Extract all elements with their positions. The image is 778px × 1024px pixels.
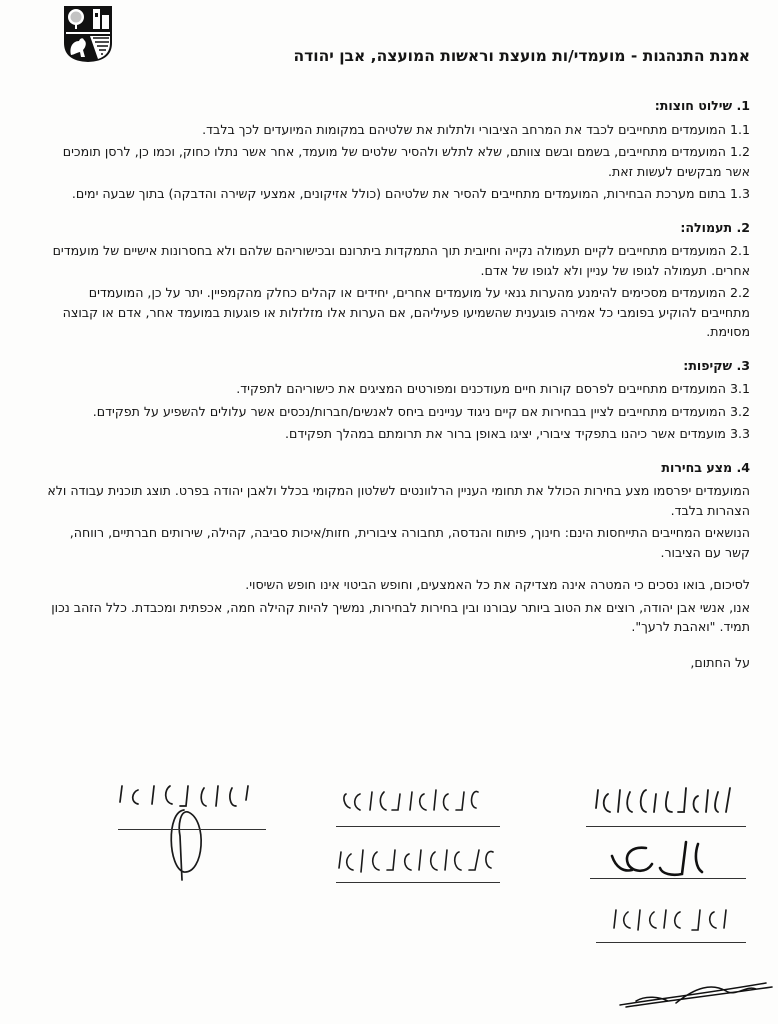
section-heading-platform: 4. מצע בחירות bbox=[661, 459, 750, 475]
signature-line bbox=[118, 829, 266, 830]
signature-avraham-kronenfeld-1 bbox=[338, 784, 488, 820]
signature-limor-gil-shani bbox=[590, 782, 740, 822]
clause-3-1: 3.1 המועמדים מתחייבים לפרסם קורות חיים מעודכנים ומפורטים המציגים את כישוריהם לתפקיד. bbox=[236, 381, 750, 396]
clause-2-1: 2.1 המועמדים מתחייבים לקיים תעמולה נקייה וחיובית תוך התמקדות ביתרונם ובכישוריהם שלהם ולא בחסרונות אישיים של מועמדים אחרים. תעמולה לגופו של עניין ולא לגופו של אדם. bbox=[52, 243, 750, 278]
clause-2-2: 2.2 המועמדים מסכימים להימנע מהערות גנאי על מועמדים אחרים, יחידים או קהלים כחלק מהקמפיין. יתר על כן, המועמדים מתחייבים להוקיע בפומבי כל אמירה פוגענית שהשמיעו פעיליהם, אם הערות אלו מזלזלות או פוגעות במועמד אחר, אדם או קבוצה מסוימת. bbox=[62, 285, 750, 339]
signature-line bbox=[590, 878, 746, 879]
platform-paragraph: המועמדים יפרסמו מצע בחירות הכולל את תחומי העניין הרלוונטים לשלטון המקומי בכלל ולאבן יהודה בפרט. תוצג תוכנית עבודה ולא הצהרות בלבד. bbox=[47, 483, 750, 518]
section-heading-campaign: 2. תעמולה: bbox=[680, 219, 750, 235]
signature-avi-harari bbox=[108, 776, 258, 886]
clause-1-1: 1.1 המועמדים מתחייבים לכבד את המרחב הציבורי ולתלות את שלטיהם במקומות המיועדים לכך בלבד. bbox=[202, 121, 750, 137]
signoff-label: על החתום, bbox=[690, 654, 750, 670]
document-title: אמנת התנהגות - מועמדי/ות מועצת וראשות המועצה, אבן יהודה bbox=[293, 47, 750, 65]
closing-community: אנו, אנשי אבן יהודה, רוצים את הטוב ביותר עבורנו ובין בחירות לבחירות, נמשיך להיות קהילה חמה, אכפתית ומכבדת. כלל הזהב נכון תמיד. "ואהבת לרעך". bbox=[51, 599, 750, 634]
section-heading-transparency: 3. שקיפות: bbox=[683, 357, 750, 373]
signature-scribble bbox=[616, 975, 776, 1011]
signature-matan-katzman bbox=[606, 902, 736, 938]
signature-initials bbox=[602, 838, 712, 882]
signature-line bbox=[596, 942, 746, 943]
signature-avraham-kronenfeld-2 bbox=[335, 842, 501, 880]
signature-line bbox=[586, 826, 746, 827]
closing-summary: לסיכום, בואו נסכים כי המטרה אינה מצדיקה את כל האמצעים, וחופש הביטוי אינו חופש השיסוי. bbox=[245, 577, 750, 592]
clause-3-3: 3.3 מועמדים אשר כיהנו בתפקיד ציבורי, יציגו באופן ברור את תרומתם במהלך תפקידם. bbox=[284, 426, 750, 441]
clause-1-3: 1.3 בתום מערכת הבחירות, המועמדים מתחייבים להסיר את שלטיהם (כולל אזיקונים, אמצעי קשירה והדבקה) בתוך שבעה ימים. bbox=[71, 186, 750, 201]
clause-3-2: 3.2 המועמדים מתחייבים לציין בבחירות אם קיים ניגוד עניינים ביחס לאנשים/חברות/נכסים אשר עלולים להשפיע על תפקידם. bbox=[92, 403, 750, 419]
clause-1-2: 1.2 המועמדים מתחייבים, בשמם ובשם צוותם, שלא לתלש ולהסיר שלטים של מועמד, אחר אשר נתלו כחוק, וכמו כן, לרסן תומכים אשר מבקשים לעשות זאת. bbox=[62, 144, 750, 179]
signature-line bbox=[336, 826, 500, 827]
signature-line bbox=[336, 882, 500, 883]
section-heading-signage: 1. שילוט חוצות: bbox=[654, 98, 750, 113]
platform-topics: הנושאים המחייבים התייחסות הינם: חינוך, פיתוח והנדסה, תחבורה ציבורית, חזות/איכות סביבה, קהילה, שירותים חברתיים, רווחה, קשר עם הציבור. bbox=[69, 525, 750, 560]
document-body bbox=[46, 96, 750, 672]
